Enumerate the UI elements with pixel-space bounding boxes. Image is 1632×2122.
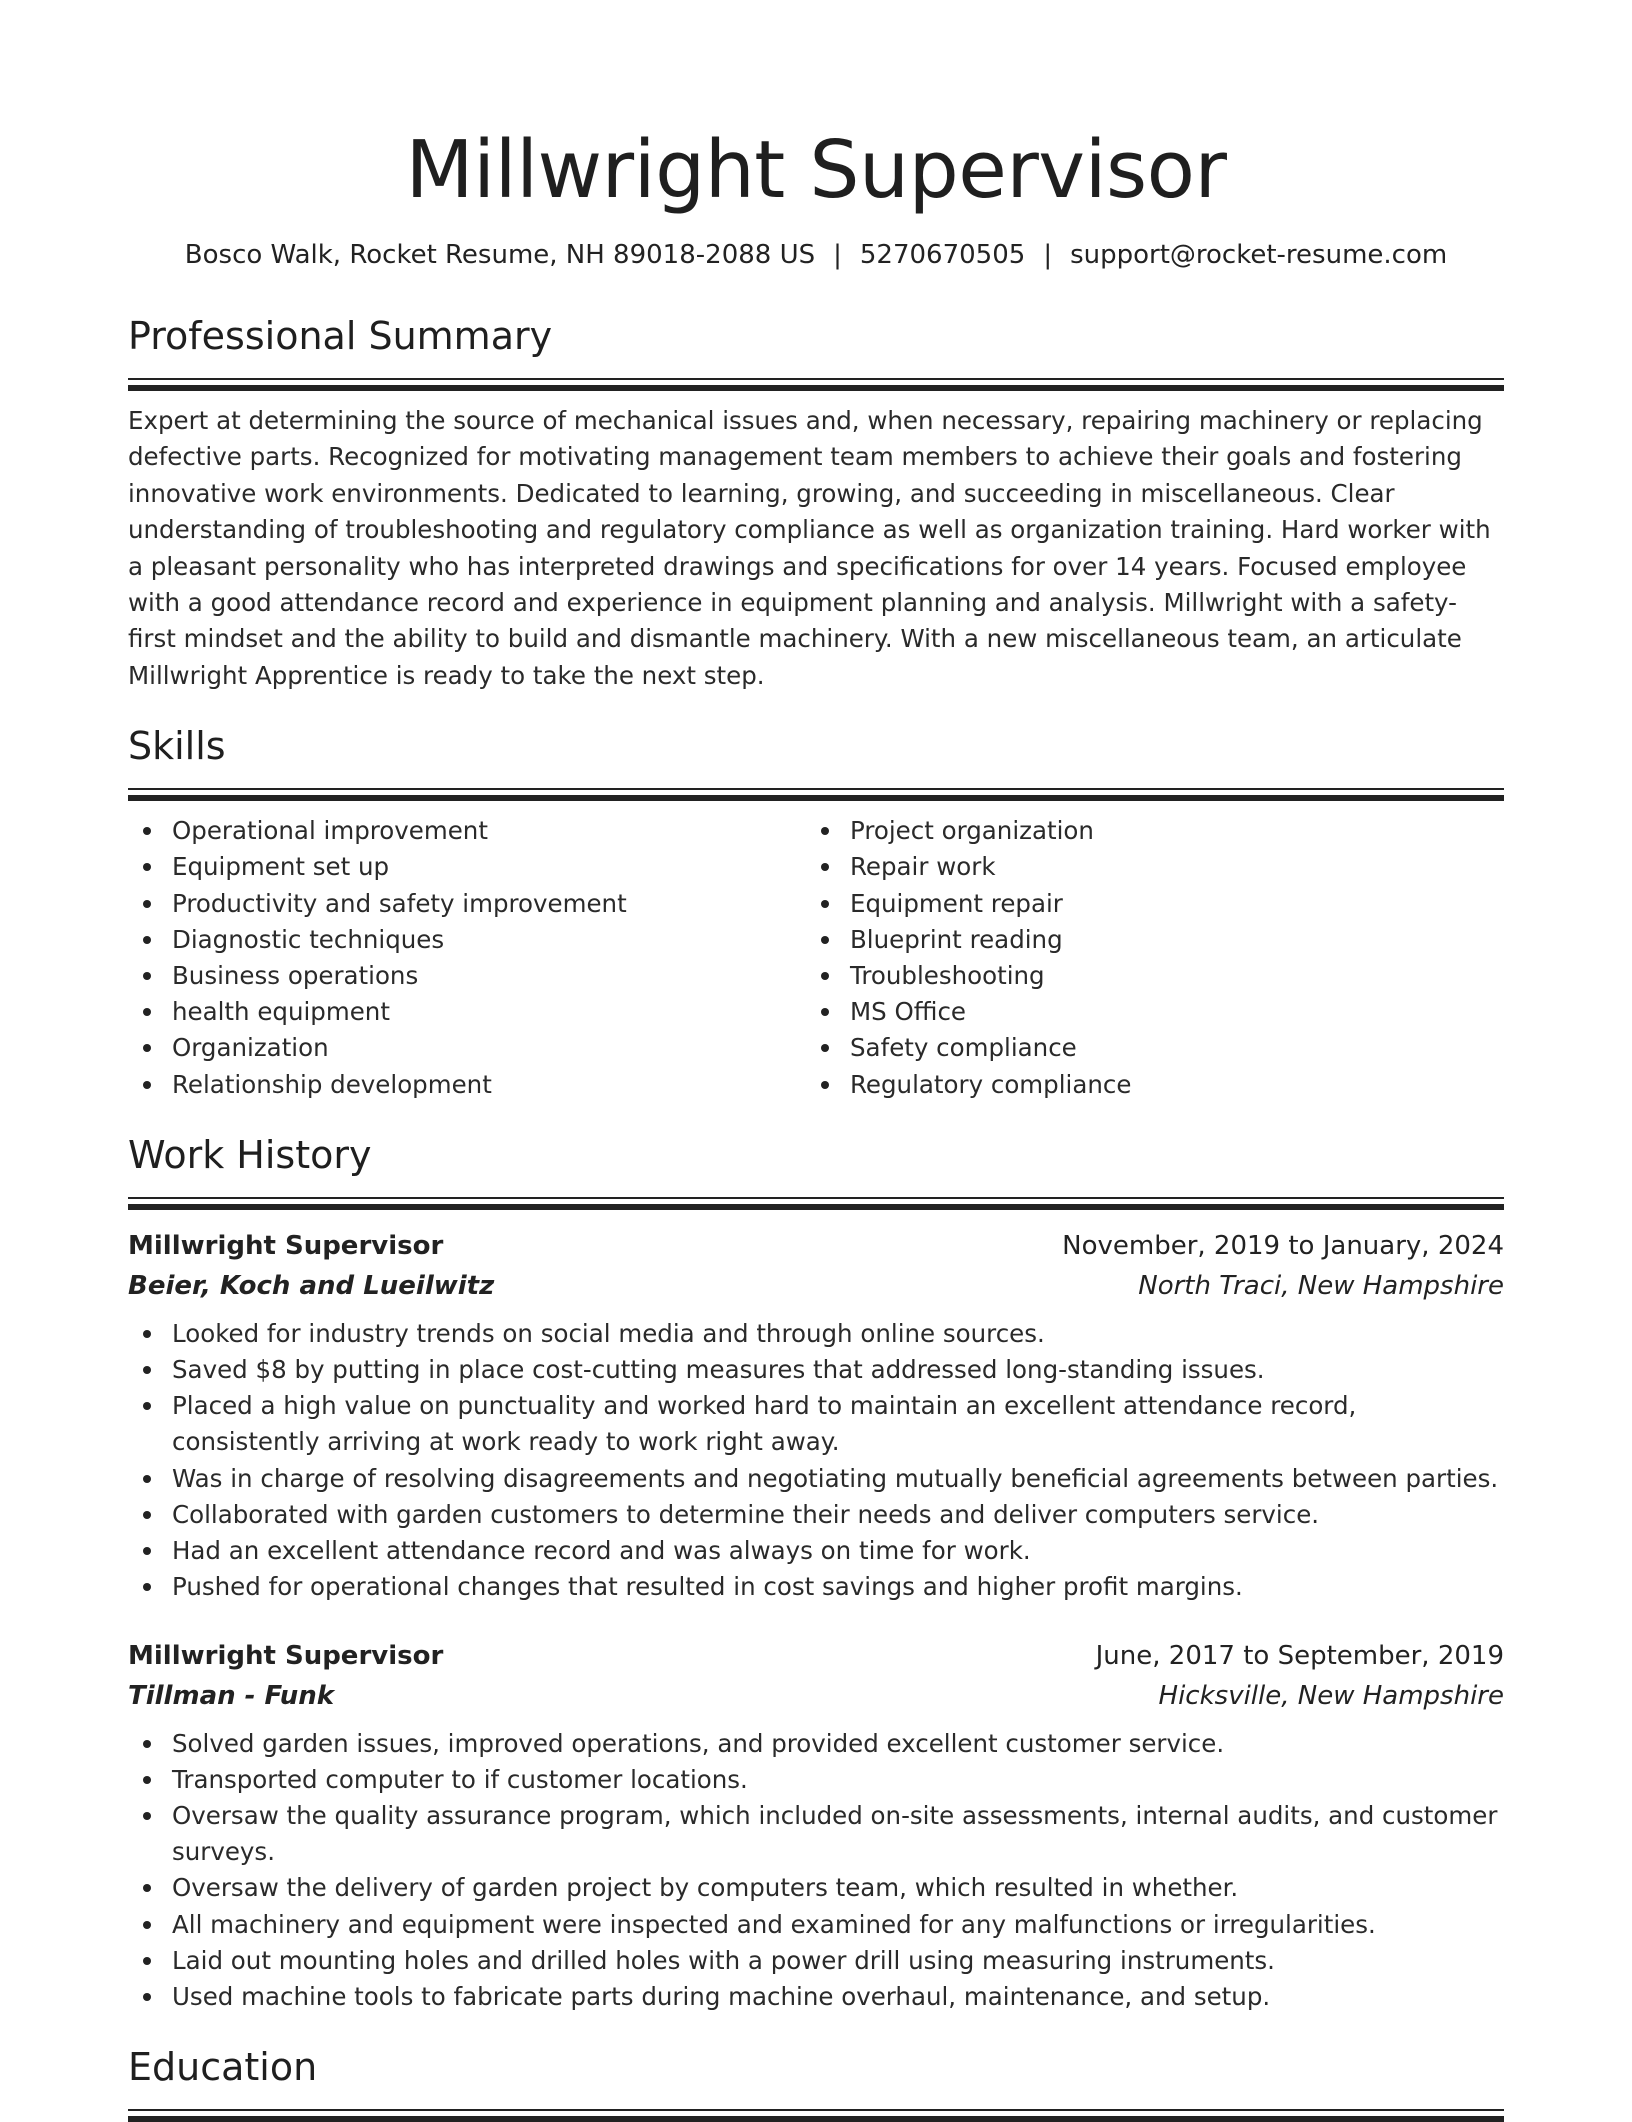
skills-column-left: [128, 813, 806, 1103]
contact-address: Bosco Walk, Rocket Resume, NH 89018-2088 US: [184, 240, 816, 270]
skill-item: Safety compliance: [806, 1030, 1484, 1066]
skill-item: Productivity and safety improvement: [128, 886, 806, 922]
job-bullet: Oversaw the delivery of garden project by computers team, which resulted in whether.: [128, 1870, 1504, 1906]
job-bullet: Transported computer to if customer locations.: [128, 1762, 1504, 1798]
contact-phone: 5270670505: [859, 240, 1026, 270]
skill-item: Organization: [128, 1030, 806, 1066]
contact-separator: |: [1043, 240, 1053, 270]
section-title-work-history: Work History: [128, 1132, 372, 1177]
job-bullet: Saved $8 by putting in place cost-cutting measures that addressed long-standing issues.: [128, 1352, 1504, 1388]
skill-item: Operational improvement: [128, 813, 806, 849]
job-bullet: Pushed for operational changes that resulted in cost savings and higher profit margins.: [128, 1569, 1504, 1605]
skill-item: Relationship development: [128, 1067, 806, 1103]
job-bullet: Laid out mounting holes and drilled holes with a power drill using measuring instruments.: [128, 1943, 1504, 1979]
section-rule: [128, 1197, 1504, 1210]
skill-item: Equipment set up: [128, 849, 806, 885]
skill-item: health equipment: [128, 994, 806, 1030]
section-title-skills: Skills: [128, 724, 226, 769]
resume-page: [128, 0, 1504, 2122]
job-location: Hicksville, New Hampshire: [1158, 1680, 1504, 1711]
job-company: Beier, Koch and Lueilwitz: [128, 1270, 495, 1301]
skill-item: Blueprint reading: [806, 922, 1484, 958]
skill-item: Business operations: [128, 958, 806, 994]
section-title-education: Education: [128, 2045, 318, 2090]
job-title: Millwright Supervisor: [128, 1230, 444, 1261]
section-rule: [128, 788, 1504, 801]
job-bullet: Placed a high value on punctuality and worked hard to maintain an excellent attendance record, consistently arriving at work ready to work right away.: [128, 1388, 1504, 1460]
skill-item: MS Office: [806, 994, 1484, 1030]
job-dates: November, 2019 to January, 2024: [1062, 1230, 1504, 1261]
job-entry: [128, 1226, 1504, 1606]
contact-separator: |: [833, 240, 842, 270]
skill-item: Project organization: [806, 813, 1484, 849]
summary-text: Expert at determining the source of mechanical issues and, when necessary, repairing machinery or replacing defective parts. Recognized for motivating management team members to achieve their goals and fostering innovative work environments. Dedicated to learning, growing, and succeeding in miscellaneous. Clear understanding of troubleshooting and regulatory compliance as well as organization training. Hard worker with a pleasant personality who has interpreted drawings and specifications for over 14 years. Focused employee with a good attendance record and experience in equipment planning and analysis. Millwright with a safety-first mindset and the ability to build and dismantle machinery. With a new miscellaneous team, an articulate Millwright Apprentice is ready to take the next step.: [128, 406, 1491, 690]
section-title-summary: Professional Summary: [128, 314, 553, 358]
skill-item: Repair work: [806, 849, 1484, 885]
skills-column-right: [806, 813, 1484, 1103]
job-title: Millwright Supervisor: [128, 1640, 444, 1671]
job-bullet: Had an excellent attendance record and was always on time for work.: [128, 1533, 1504, 1569]
job-bullet: Oversaw the quality assurance program, which included on-site assessments, internal audits, and customer surveys.: [128, 1798, 1504, 1870]
summary-section: [128, 312, 1504, 694]
skill-item: Regulatory compliance: [806, 1067, 1484, 1103]
job-bullets: [128, 1726, 1504, 2016]
job-bullet: Looked for industry trends on social media and through online sources.: [128, 1316, 1504, 1352]
job-bullet: All machinery and equipment were inspected and examined for any malfunctions or irregularities.: [128, 1907, 1504, 1943]
resume-name: Millwright Supervisor: [405, 124, 1227, 216]
contact-email: support@rocket-resume.com: [1070, 240, 1448, 270]
job-bullet: Collaborated with garden customers to determine their needs and deliver computers service.: [128, 1497, 1504, 1533]
skills-grid: [128, 813, 1504, 1103]
job-bullet: Solved garden issues, improved operations, and provided excellent customer service.: [128, 1726, 1504, 1762]
section-rule: [128, 378, 1504, 391]
job-bullet: Was in charge of resolving disagreements and negotiating mutually beneficial agreements between parties.: [128, 1461, 1504, 1497]
contact-line: [128, 238, 1504, 272]
work-history-section: [128, 1131, 1504, 2015]
job-bullet: Used machine tools to fabricate parts during machine overhaul, maintenance, and setup.: [128, 1979, 1504, 2015]
skill-item: Troubleshooting: [806, 958, 1484, 994]
job-entry: [128, 1636, 1504, 2016]
job-location: North Traci, New Hampshire: [1138, 1270, 1504, 1301]
section-rule: [128, 2109, 1504, 2122]
job-company: Tillman - Funk: [128, 1680, 335, 1711]
skills-section: [128, 722, 1504, 1103]
job-dates: June, 2017 to September, 2019: [1095, 1640, 1504, 1671]
education-section: [128, 2043, 1504, 2122]
job-bullets: [128, 1316, 1504, 1606]
skill-item: Equipment repair: [806, 886, 1484, 922]
skill-item: Diagnostic techniques: [128, 922, 806, 958]
